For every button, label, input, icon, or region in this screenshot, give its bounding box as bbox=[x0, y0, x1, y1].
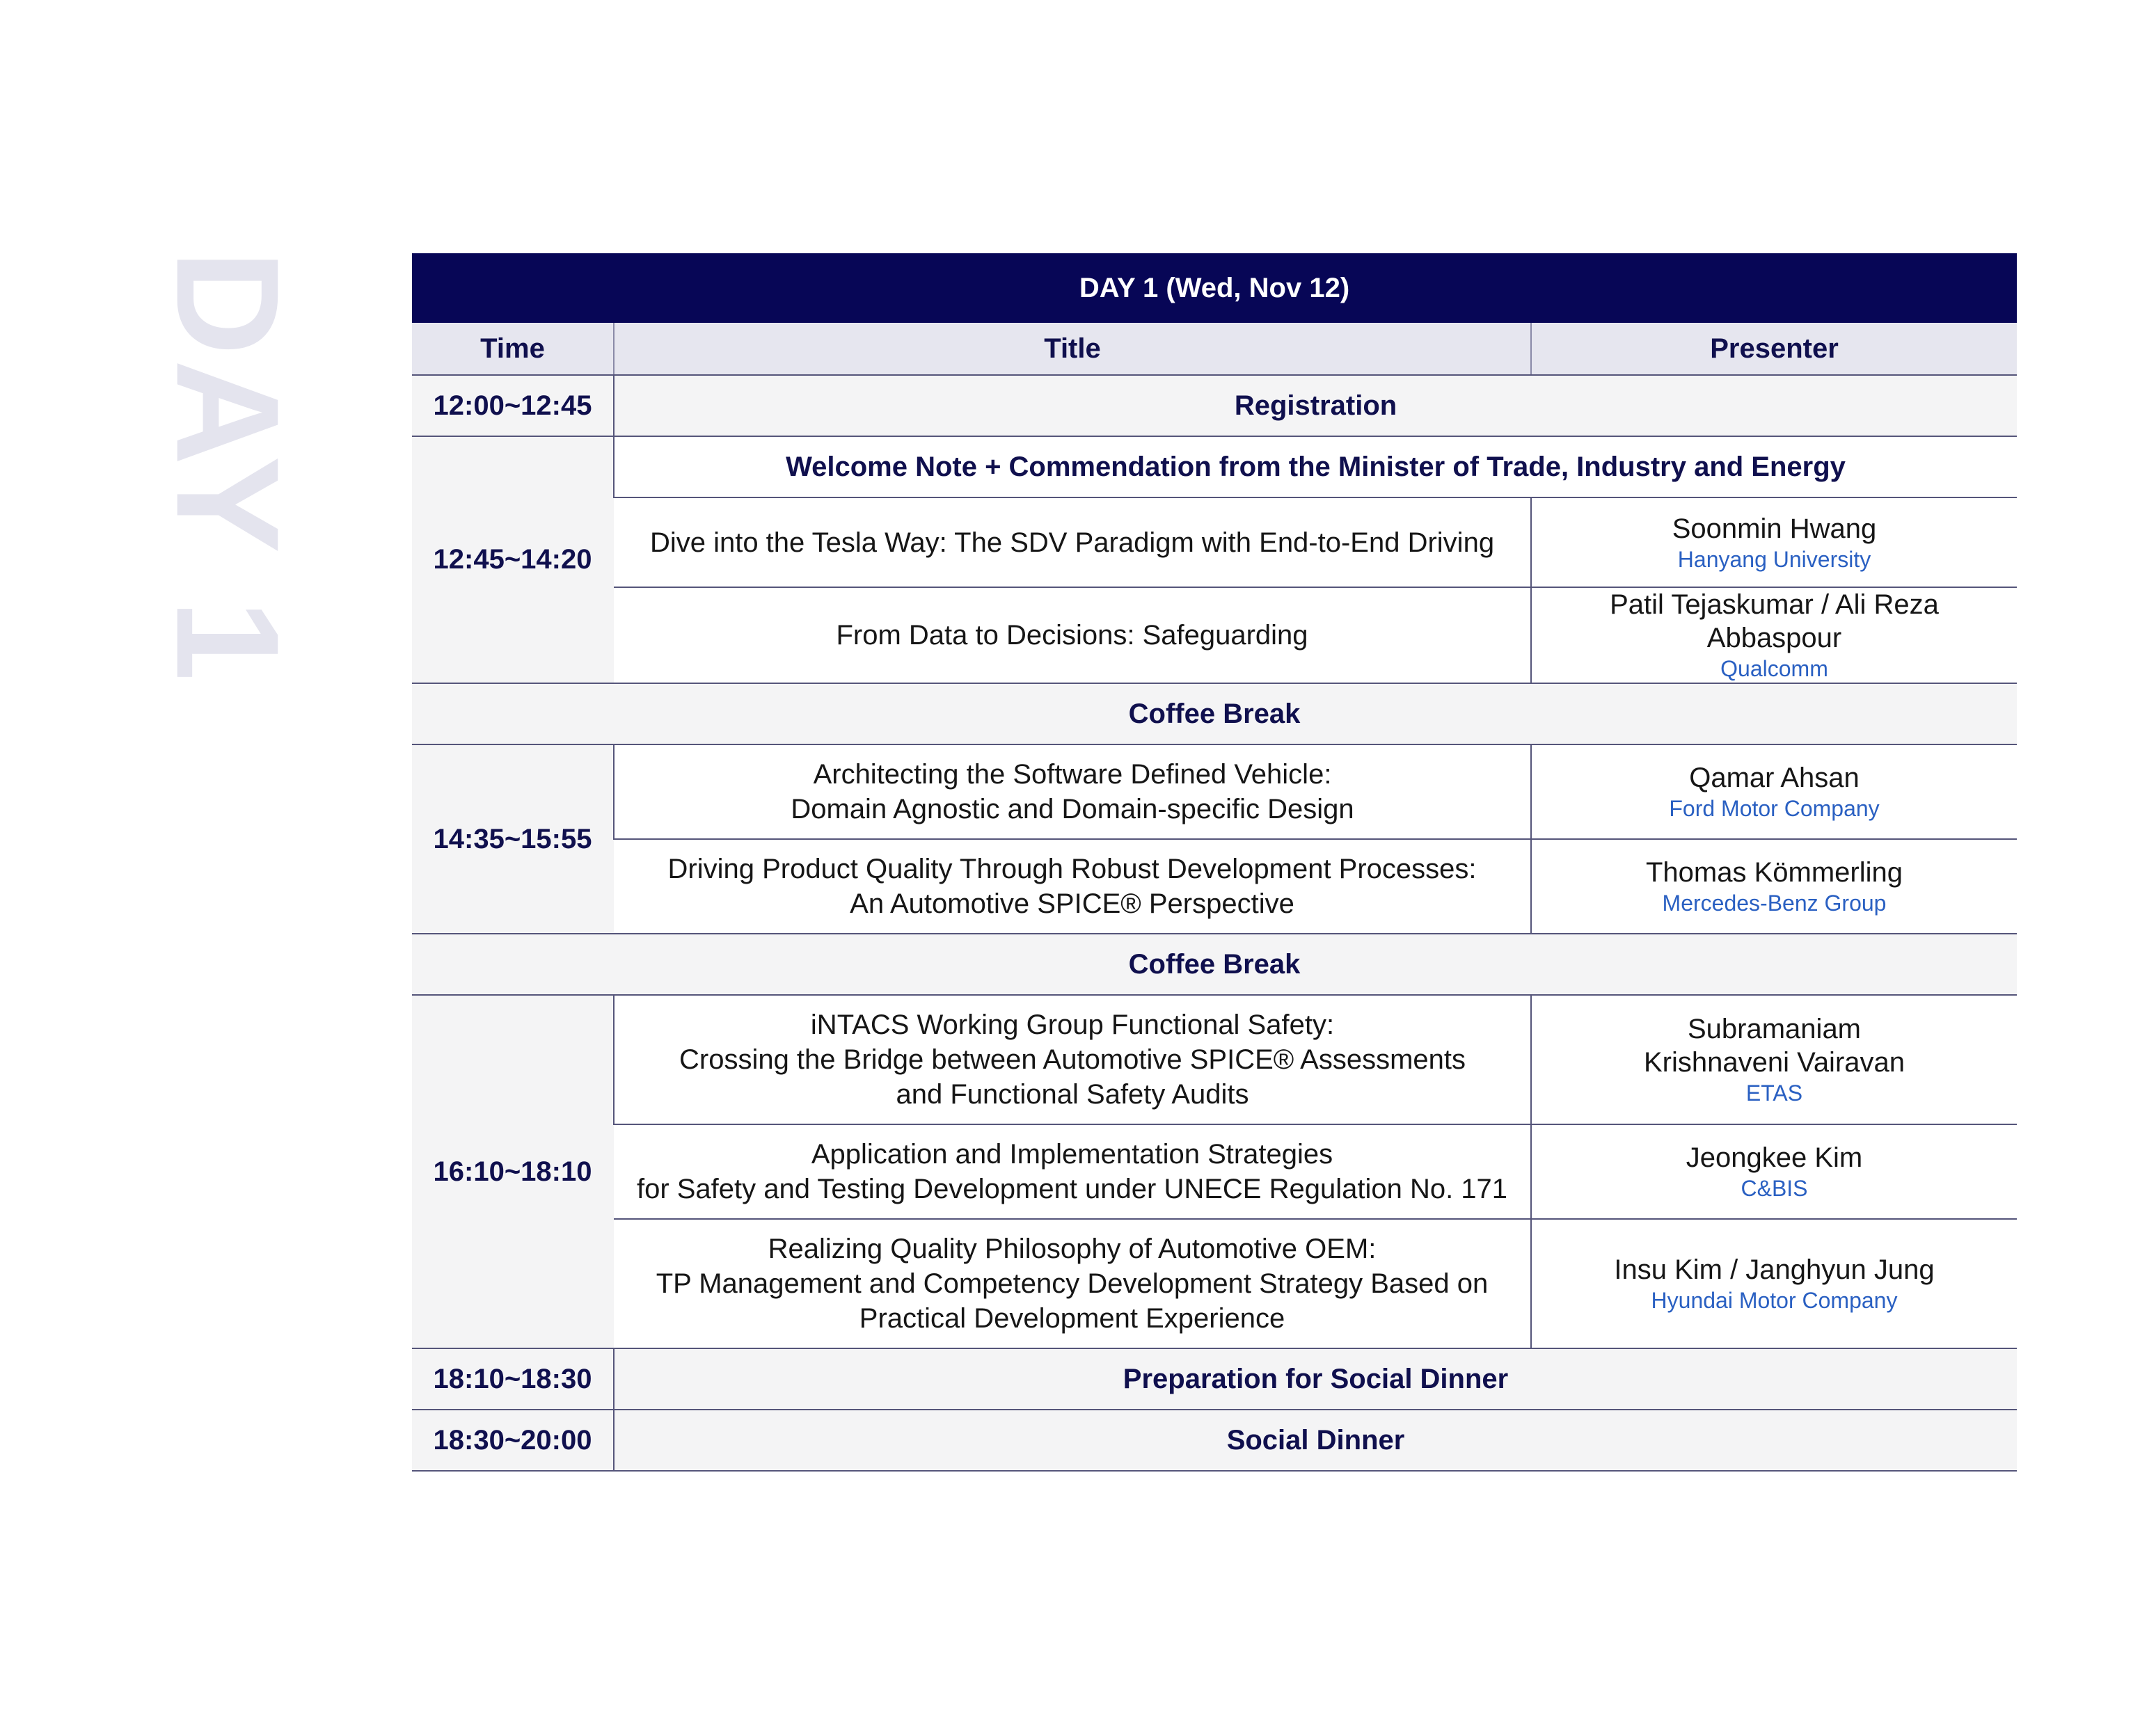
presenter-name: Thomas Kömmerling bbox=[1646, 857, 1903, 888]
title-line: Driving Product Quality Through Robust Development Processes: bbox=[667, 854, 1477, 884]
agenda-table bbox=[412, 253, 2017, 1472]
title-line: Application and Implementation Strategies bbox=[811, 1139, 1333, 1170]
session-row bbox=[412, 839, 2017, 934]
session-title bbox=[614, 1219, 1531, 1348]
presenter-affiliation: Hanyang University bbox=[1677, 546, 1871, 572]
table-row bbox=[412, 1410, 2017, 1471]
session-row bbox=[412, 587, 2017, 683]
time-cell: 18:30~20:00 bbox=[412, 1410, 614, 1471]
title-line: TP Management and Competency Development Strategy Based on bbox=[656, 1268, 1489, 1299]
title-line: Architecting the Software Defined Vehicle: bbox=[813, 759, 1332, 790]
coffee-break-cell: Coffee Break bbox=[412, 683, 2017, 744]
presenter-cell bbox=[1531, 995, 2017, 1124]
table-row bbox=[412, 436, 2017, 497]
session-title bbox=[614, 497, 1531, 587]
presenter-name: Patil Tejaskumar / Ali Reza Abbaspour bbox=[1610, 589, 1939, 653]
presenter-cell bbox=[1531, 497, 2017, 587]
presenter-name: Insu Kim / Janghyun Jung bbox=[1614, 1254, 1935, 1285]
presenter-name: Jeongkee Kim bbox=[1686, 1142, 1863, 1173]
presenter-affiliation: Hyundai Motor Company bbox=[1651, 1288, 1898, 1313]
session-row bbox=[412, 744, 2017, 839]
coffee-break-cell: Coffee Break bbox=[412, 934, 2017, 995]
session-row bbox=[412, 995, 2017, 1124]
presenter-name: Soonmin Hwang bbox=[1672, 513, 1877, 544]
presenter-affiliation: C&BIS bbox=[1741, 1176, 1808, 1201]
title-line: iNTACS Working Group Functional Safety: bbox=[810, 1010, 1335, 1040]
column-header-row bbox=[412, 323, 2017, 375]
title-line: Crossing the Bridge between Automotive SPICE® Assessments bbox=[679, 1044, 1466, 1075]
session-title bbox=[614, 839, 1531, 934]
time-cell: 12:00~12:45 bbox=[412, 375, 614, 436]
registration-cell: Registration bbox=[614, 375, 2017, 436]
presenter-cell bbox=[1531, 1219, 2017, 1348]
time-cell: 14:35~15:55 bbox=[412, 744, 614, 934]
title-line: Realizing Quality Philosophy of Automotive OEM: bbox=[768, 1234, 1377, 1264]
title-line: Practical Development Experience bbox=[859, 1303, 1285, 1334]
title-line: for Safety and Testing Development under UNECE Regulation No. 171 bbox=[636, 1174, 1508, 1204]
preparation-cell: Preparation for Social Dinner bbox=[614, 1348, 2017, 1410]
presenter-affiliation: ETAS bbox=[1745, 1081, 1803, 1106]
presenter-name: Subramaniam bbox=[1688, 1014, 1862, 1044]
day-header: DAY 1 (Wed, Nov 12) bbox=[412, 253, 2017, 323]
session-row bbox=[412, 1219, 2017, 1348]
presenter-cell bbox=[1531, 839, 2017, 934]
table-row bbox=[412, 934, 2017, 995]
session-title bbox=[614, 744, 1531, 839]
column-header-title: Title bbox=[614, 323, 1531, 375]
presenter-affiliation: Mercedes-Benz Group bbox=[1662, 891, 1887, 916]
presenter-name: Krishnaveni Vairavan bbox=[1643, 1047, 1905, 1078]
day-header-row bbox=[412, 253, 2017, 323]
presenter-affiliation: Qualcomm bbox=[1720, 656, 1828, 681]
title-line: Domain Agnostic and Domain-specific Design bbox=[791, 794, 1354, 824]
column-header-presenter: Presenter bbox=[1531, 323, 2017, 375]
presenter-cell bbox=[1531, 1124, 2017, 1219]
time-cell: 12:45~14:20 bbox=[412, 436, 614, 683]
table-row bbox=[412, 375, 2017, 436]
session-title bbox=[614, 587, 1531, 683]
table-row bbox=[412, 683, 2017, 744]
title-line: and Functional Safety Audits bbox=[896, 1079, 1249, 1110]
session-title bbox=[614, 1124, 1531, 1219]
time-cell: 16:10~18:10 bbox=[412, 995, 614, 1348]
title-line: From Data to Decisions: Safeguarding bbox=[836, 620, 1308, 651]
column-header-time: Time bbox=[412, 323, 614, 375]
title-line: Dive into the Tesla Way: The SDV Paradigm with End-to-End Driving bbox=[649, 527, 1495, 558]
session-row bbox=[412, 1124, 2017, 1219]
session-row bbox=[412, 497, 2017, 587]
presenter-name: Qamar Ahsan bbox=[1689, 763, 1860, 793]
presenter-cell bbox=[1531, 587, 2017, 683]
social-dinner-cell: Social Dinner bbox=[614, 1410, 2017, 1471]
time-cell: 18:10~18:30 bbox=[412, 1348, 614, 1410]
title-line: An Automotive SPICE® Perspective bbox=[850, 888, 1294, 919]
presenter-cell bbox=[1531, 744, 2017, 839]
table-row bbox=[412, 1348, 2017, 1410]
session-title bbox=[614, 995, 1531, 1124]
day-side-label: DAY 1 bbox=[146, 250, 310, 685]
welcome-note-cell: Welcome Note + Commendation from the Minister of Trade, Industry and Energy bbox=[614, 436, 2017, 497]
presenter-affiliation: Ford Motor Company bbox=[1669, 796, 1880, 821]
